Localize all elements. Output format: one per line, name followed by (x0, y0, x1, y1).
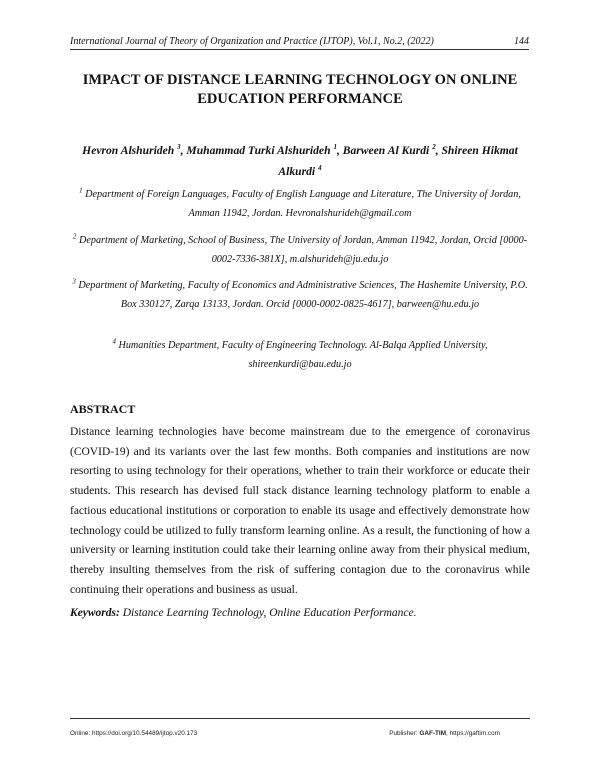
affiliation-4 (70, 336, 530, 374)
abstract-body: Distance learning technologies have become mainstream due to the emergence of coronavirus (COVID-19) and its variants over the last few months. Both companies and institutions are now resorting to using technology for their operations, whether to train their workforce or educate their students. This research has devised full stack distance learning technology platform to enable a factious educational institutions or corporation to enable its usage and effectively demonstrate how technology could be utilized to fully transform learning online. As a result, the functioning of how a university or learning institution could take their learning online away from their physical medium, thereby insulting themselves from the risk of suffering contagion due to the coronavirus while continuing their operations and business as usual. (70, 426, 530, 596)
author-affiliation: 1 (333, 143, 337, 152)
affiliation-1 (70, 185, 530, 223)
running-header (70, 36, 529, 50)
affiliation-3 (70, 276, 530, 314)
affiliation-text: Department of Foreign Languages, Faculty of English Language and Literature, The University of Jordan, Amman 11942, Jordan. Hevronalshurideh@gmail.com (85, 189, 521, 219)
affiliation-text: Humanities Department, Faculty of Engineering Technology. Al-Balqa Applied University, shireenkurdi@bau.edu.jo (118, 340, 488, 370)
publisher-label: Publisher: (389, 730, 420, 737)
footer-divider (70, 718, 530, 719)
publisher-name: GAF-TIM (419, 730, 447, 737)
affiliation-text: Department of Marketing, School of Business, The University of Jordan, Amman 11942, Jordan, Orcid [0000-0002-7336-381X], m.alshurideh@ju.edu.jo (78, 235, 528, 265)
abstract-heading: ABSTRACT (70, 402, 136, 416)
page-number: 144 (514, 36, 529, 47)
paper-title (60, 71, 540, 109)
affiliation-number: 4 (112, 337, 116, 346)
author-name: Muhammad Turki Alshurideh (186, 144, 331, 157)
title-line-1: IMPACT OF DISTANCE LEARNING TECHNOLOGY ON ONLINE (82, 72, 518, 88)
affiliation-number: 3 (72, 277, 76, 286)
author-name: Shireen Hikmat Alkurdi (278, 144, 518, 178)
publisher-info (389, 730, 500, 737)
page-footer (70, 730, 500, 737)
affiliation-number: 2 (72, 232, 77, 241)
doi-link[interactable]: Online: https://doi.org/10.54489/ijtop.v20.173 (70, 730, 198, 737)
author-list: Hevron Alshurideh $^3$, Muhammad Turki Alshurideh $^1$, Barween Al Kurdi $^2$, Shireen Hikmat Alkurdi $^4$ (82, 143, 518, 178)
affiliation-text: Department of Marketing, Faculty of Economics and Administrative Sciences, The Hashemite University, P.O. Box 330127, Zarqa 13133, Jordan. Orcid [0000-0002-0825-4617], barween@hu.edu.jo (78, 280, 528, 310)
author-name: Barween Al Kurdi (342, 144, 430, 157)
title-line-2: EDUCATION PERFORMANCE (197, 91, 403, 107)
author-affiliation: 3 (177, 143, 181, 152)
keywords-label: Keywords: (70, 607, 120, 619)
affiliation-2 (70, 231, 530, 269)
author-name: Hevron Alshurideh (82, 144, 175, 157)
author-affiliation: 2 (432, 143, 436, 152)
keywords (70, 607, 530, 619)
keywords-text: Distance Learning Technology, Online Education Performance. (122, 607, 417, 619)
journal-name: International Journal of Theory of Organization and Practice (IJTOP), Vol.1, No.2, (2022) (70, 36, 434, 47)
affiliation-number: 1 (79, 186, 83, 195)
author-affiliation: 4 (318, 164, 322, 173)
publisher-url[interactable]: , https://gaftim.com (446, 730, 500, 737)
